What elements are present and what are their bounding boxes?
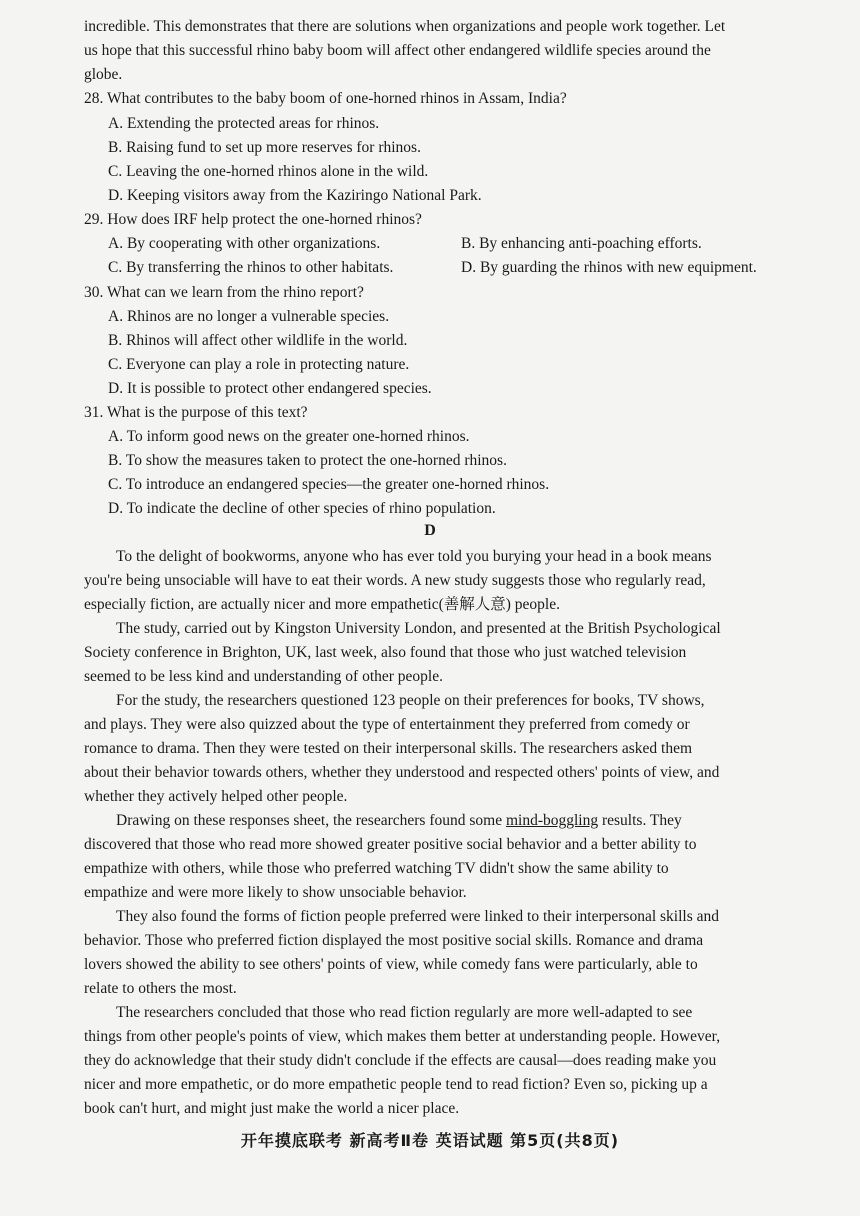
question-29-stem: 29. How does IRF help protect the one-horned rhinos?	[84, 211, 422, 228]
paragraph-line: They also found the forms of fiction people preferred were linked to their interpersonal skills and	[116, 908, 720, 925]
paragraph-line: they do acknowledge that their study didn't conclude if the effects are causal—does reading make you	[84, 1052, 717, 1069]
paragraph-line: romance to drama. Then they were tested on their interpersonal skills. The researchers asked them	[84, 740, 693, 757]
paragraph-line: discovered that those who read more showed greater positive social behavior and a better ability to	[84, 836, 697, 853]
question-30-stem: 30. What can we learn from the rhino report?	[84, 284, 364, 301]
section-d-heading: D	[424, 522, 436, 539]
question-29-option-d: D. By guarding the rhinos with new equipment.	[461, 259, 757, 276]
passage-c-line: incredible. This demonstrates that there are solutions when organizations and people work together. Let	[84, 18, 726, 35]
paragraph-line: and plays. They were also quizzed about the type of entertainment they preferred from comedy or	[84, 716, 690, 733]
paragraph-line: about their behavior towards others, whether they understood and respected others' points of view, and	[84, 764, 720, 781]
paragraph-line: behavior. Those who preferred fiction displayed the most positive social skills. Romance and drama	[84, 932, 704, 949]
paragraph-line: For the study, the researchers questioned 123 people on their preferences for books, TV shows,	[116, 692, 705, 709]
paragraph-line: whether they actively helped other people.	[84, 788, 348, 805]
paragraph-line: empathize and were more likely to show unsociable behavior.	[84, 884, 467, 901]
question-31-option-a: A. To inform good news on the greater one-horned rhinos.	[108, 428, 470, 445]
paragraph-line: Society conference in Brighton, UK, last week, also found that those who just watched television	[84, 644, 687, 661]
paragraph-line: relate to others the most.	[84, 980, 237, 997]
question-31-option-c: C. To introduce an endangered species—the greater one-horned rhinos.	[108, 476, 550, 493]
paragraph-line: seemed to be less kind and understanding of other people.	[84, 668, 443, 685]
question-28-option-b: B. Raising fund to set up more reserves for rhinos.	[108, 139, 421, 156]
page-footer: 开年摸底联考 新高考Ⅱ卷 英语试题 第5页(共8页)	[240, 1131, 620, 1150]
question-31-option-d: D. To indicate the decline of other species of rhino population.	[108, 500, 496, 517]
underlined-word-mind-boggling: mind-boggling	[505, 812, 599, 829]
paragraph-line: The study, carried out by Kingston University London, and presented at the British Psychological	[116, 620, 721, 637]
paragraph-line: nicer and more empathetic, or do more empathetic people tend to read fiction? Even so, picking up a	[84, 1076, 708, 1093]
paragraph-line: things from other people's points of view, which makes them better at understanding people. However,	[84, 1028, 721, 1045]
question-29-option-a: A. By cooperating with other organizations.	[108, 235, 381, 252]
question-28-option-a: A. Extending the protected areas for rhinos.	[108, 115, 380, 132]
question-31-stem: 31. What is the purpose of this text?	[84, 404, 308, 421]
question-28-option-d: D. Keeping visitors away from the Kaziringo National Park.	[108, 187, 482, 204]
question-29-option-b: B. By enhancing anti-poaching efforts.	[461, 235, 702, 252]
question-30-option-a: A. Rhinos are no longer a vulnerable species.	[108, 308, 390, 325]
paragraph-line: The researchers concluded that those who read fiction regularly are more well-adapted to see	[116, 1004, 693, 1021]
question-30-option-c: C. Everyone can play a role in protecting nature.	[108, 356, 410, 373]
question-28-option-c: C. Leaving the one-horned rhinos alone in the wild.	[108, 163, 429, 180]
question-29-option-c: C. By transferring the rhinos to other habitats.	[108, 259, 394, 276]
paragraph-line: empathize with others, while those who preferred watching TV didn't show the same ability to	[84, 860, 669, 877]
passage-c-line: globe.	[84, 66, 123, 83]
paragraph-line: lovers showed the ability to see others' points of view, while comedy fans were particularly, able to	[84, 956, 698, 973]
passage-c-line: us hope that this successful rhino baby boom will affect other endangered wildlife species around the	[84, 42, 711, 59]
paragraph-line: To the delight of bookworms, anyone who has ever told you burying your head in a book means	[116, 548, 712, 565]
question-30-option-b: B. Rhinos will affect other wildlife in the world.	[108, 332, 408, 349]
paragraph-text: Drawing on these responses sheet, the researchers found some	[116, 812, 506, 829]
paragraph-line: book can't hurt, and might just make the world a nicer place.	[84, 1100, 460, 1117]
paragraph-line: especially fiction, are actually nicer and more empathetic(善解人意) people.	[84, 596, 560, 613]
paragraph-line: you're being unsociable will have to eat their words. A new study suggests those who regularly read,	[84, 572, 706, 589]
paragraph-line	[116, 810, 784, 832]
question-31-option-b: B. To show the measures taken to protect the one-horned rhinos.	[108, 452, 507, 469]
question-28-stem: 28. What contributes to the baby boom of one-horned rhinos in Assam, India?	[84, 90, 567, 107]
paragraph-text: results. They	[598, 812, 682, 829]
question-30-option-d: D. It is possible to protect other endangered species.	[108, 380, 432, 397]
